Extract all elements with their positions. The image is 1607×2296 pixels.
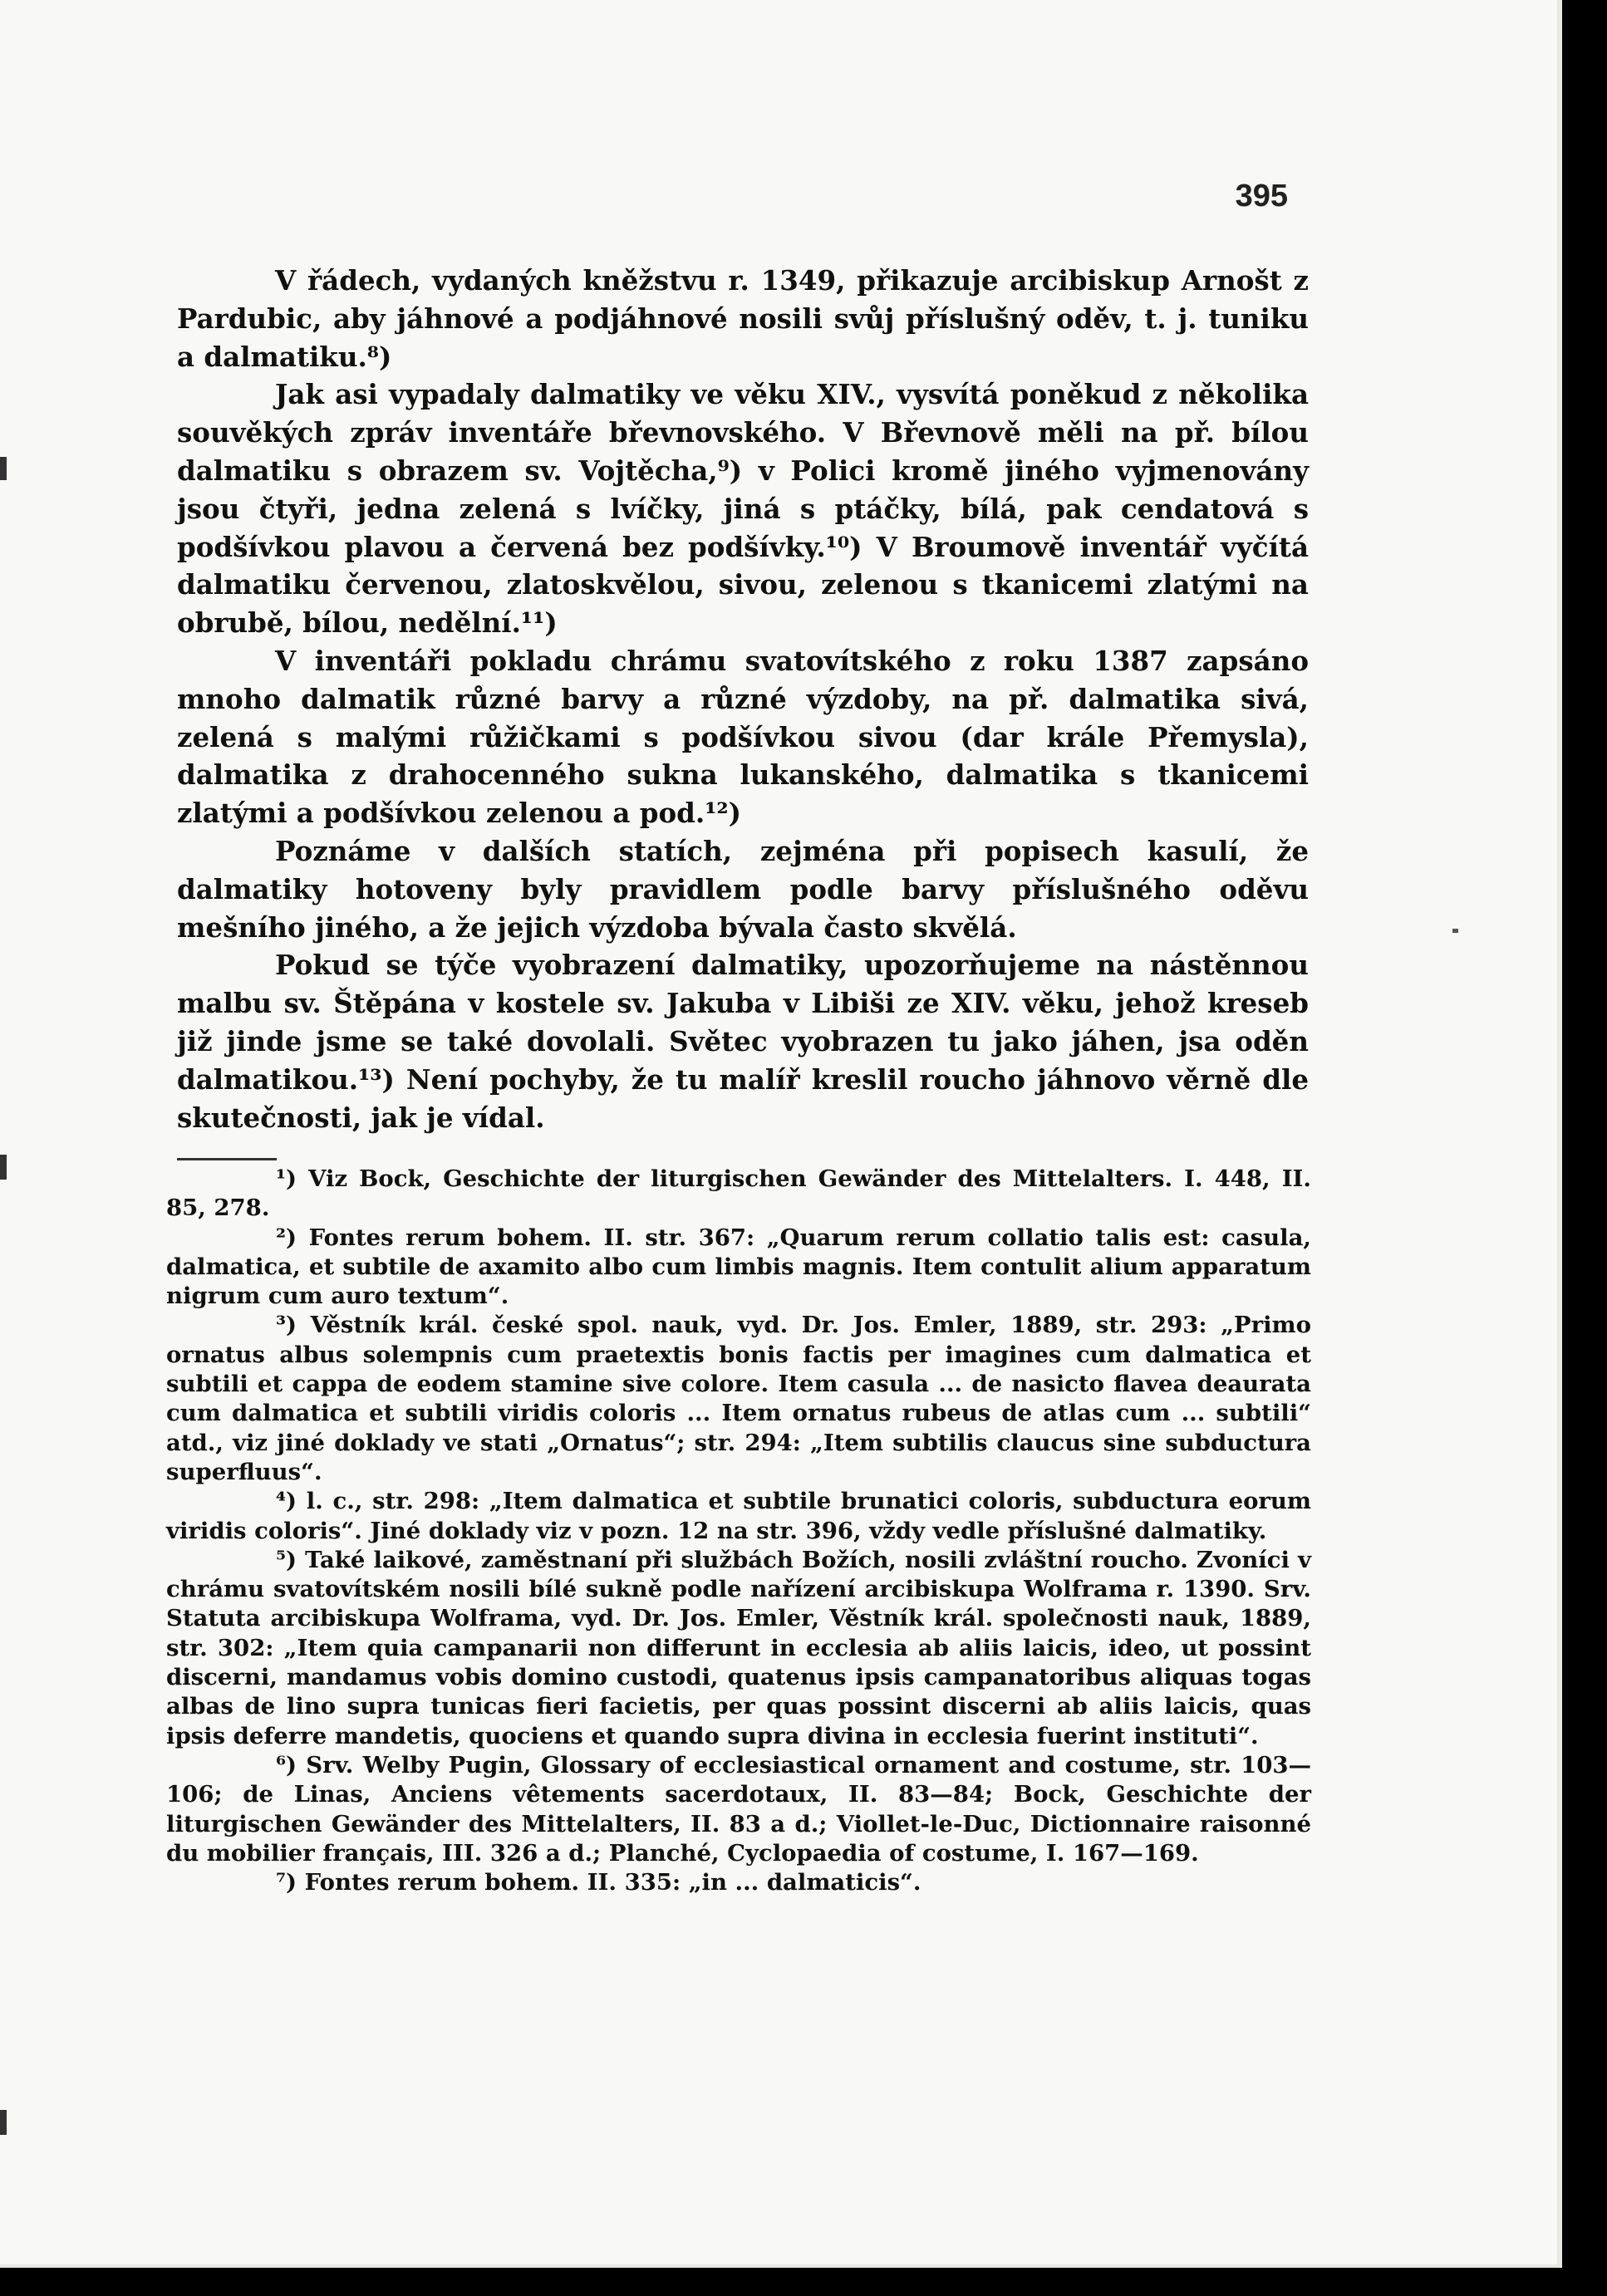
paragraph-3: V inventáři pokladu chrámu svatovítského z roku 1387 zapsáno mnoho dalmatik různé barvy a různé výzdoby, na př. dalmatika sivá, zelená s malými růžičkami s podšívkou sivou (dar krále Přemysla), dalmatika z drahocenného sukna lukanského, dalmatika s tkanicemi zlatými a podšívkou zelenou a pod.¹²) — [177, 644, 1309, 830]
footnote-6: ⁶) Srv. Welby Pugin, Glossary of ecclesiastical ornament and costume, str. 103—106; de Linas, Anciens vêtements sacerdotaux, II. 83—84; Bock, Geschichte der liturgischen Gewänder des Mittelalters, II. 83 a d.; Viollet-le-Duc, Dictionnaire raisonné du mobilier français, III. 326 a d.; Planché, Cyclopaedia of costume, I. 167—169. — [166, 1751, 1311, 1867]
scan-edge-mark — [0, 457, 7, 480]
footnote-1: ¹) Viz Bock, Geschichte der liturgischen Gewänder des Mittelalters. I. 448, II. 85, 278. — [166, 1165, 1311, 1222]
footnote-4: ⁴) l. c., str. 298: „Item dalmatica et subtile brunatici coloris, subductura eorum viridis coloris“. Jiné doklady viz v pozn. 12 na str. 396, vždy vedle příslušné dalmatiky. — [166, 1488, 1311, 1544]
paragraph-4: Poznáme v dalších statích, zejména při popisech kasulí, že dalmatiky hotoveny byly pravidlem podle barvy příslušného oděvu mešního jiného, a že jejich výzdoba bývala často skvělá. — [177, 834, 1309, 944]
footnote-5: ⁵) Také laikové, zaměstnaní při službách Božích, nosili zvláštní roucho. Zvoníci v chrámu svatovítském nosili bílé sukně podle nařízení arcibiskupa Wolframa r. 1390. Srv. Statuta arcibiskupa Wolframa, vyd. Dr. Jos. Emler, Věstník král. společnosti nauk, 1889, str. 302: „Item quia campanarii non differunt in ecclesia ab aliis laicis, ideo, ut possint discerni, mandamus vobis domino custodi, quatenus ipsis campanatoribus aliquas togas albas de lino supra tunicas fieri facietis, per quas possint discerni ab aliis laicis, quas ipsis deferre mandetis, quociens et quando supra divina in ecclesia fuerint instituti“. — [166, 1546, 1311, 1749]
footnote-7: ⁷) Fontes rerum bohem. II. 335: „in ... dalmaticis“. — [276, 1869, 921, 1896]
scan-edge-mark — [0, 2110, 7, 2135]
footnote-2: ²) Fontes rerum bohem. II. str. 367: „Quarum rerum collatio talis est: casula, dalmatica, et subtile de axamito albo cum limbis magnis. Item contulit alium apparatum nigrum cum auro textum“. — [166, 1224, 1311, 1310]
page-number: 395 — [1235, 179, 1288, 213]
scan-speck — [1452, 929, 1458, 933]
paragraph-2: Jak asi vypadaly dalmatiky ve věku XIV., vysvítá poněkud z několika souvěkých zpráv inventáře břevnovského. V Břevnově měli na př. bílou dalmatiku s obrazem sv. Vojtěcha,⁹) v Polici kromě jiného vyjmenovány jsou čtyři, jedna zelená s lvíčky, jiná s ptáčky, bílá, pak cendatová s podšívkou plavou a červená bez podšívky.¹⁰) V Broumově inventář vyčítá dalmatiku červenou, zlatoskvělou, sivou, zelenou s tkanicemi zlatými na obrubě, bílou, nedělní.¹¹) — [177, 378, 1309, 640]
footnote-3: ³) Věstník král. české spol. nauk, vyd. Dr. Jos. Emler, 1889, str. 293: „Primo ornatus albus solempnis cum praetextis bonis factis per imagines cum dalmatica et subtili et cappa de eodem stamine sive colore. Item casula ... de nasicto flavea deaurata cum dalmatica et subtili viridis coloris ... Item ornatus rubeus de atlas cum ... subtili“ atd., viz jiné doklady ve stati „Ornatus“; str. 294: „Item subtilis claucus sine subductura superfluus“. — [166, 1312, 1311, 1485]
scan-edge-mark — [0, 1155, 7, 1180]
main-text — [177, 262, 1309, 1136]
footnotes — [166, 1165, 1311, 1897]
footnote-separator — [177, 1158, 277, 1160]
paragraph-5: Pokud se týče vyobrazení dalmatiky, upozorňujeme na nástěnnou malbu sv. Štěpána v kostele sv. Jakuba v Libiši ze XIV. věku, jehož kreseb již jinde jsme se také dovolali. Světec vyobrazen tu jako jáhen, jsa oděn dalmatikou.¹³) Není pochyby, že tu malíř kreslil roucho jáhnovo věrně dle skutečnosti, jak je vídal. — [177, 949, 1309, 1134]
paragraph-1: V řádech, vydaných kněžstvu r. 1349, přikazuje arcibiskup Arnošt z Pardubic, aby jáhnové a podjáhnové nosili svůj příslušný oděv, t. j. tuniku a dalmatiku.⁸) — [177, 264, 1309, 373]
